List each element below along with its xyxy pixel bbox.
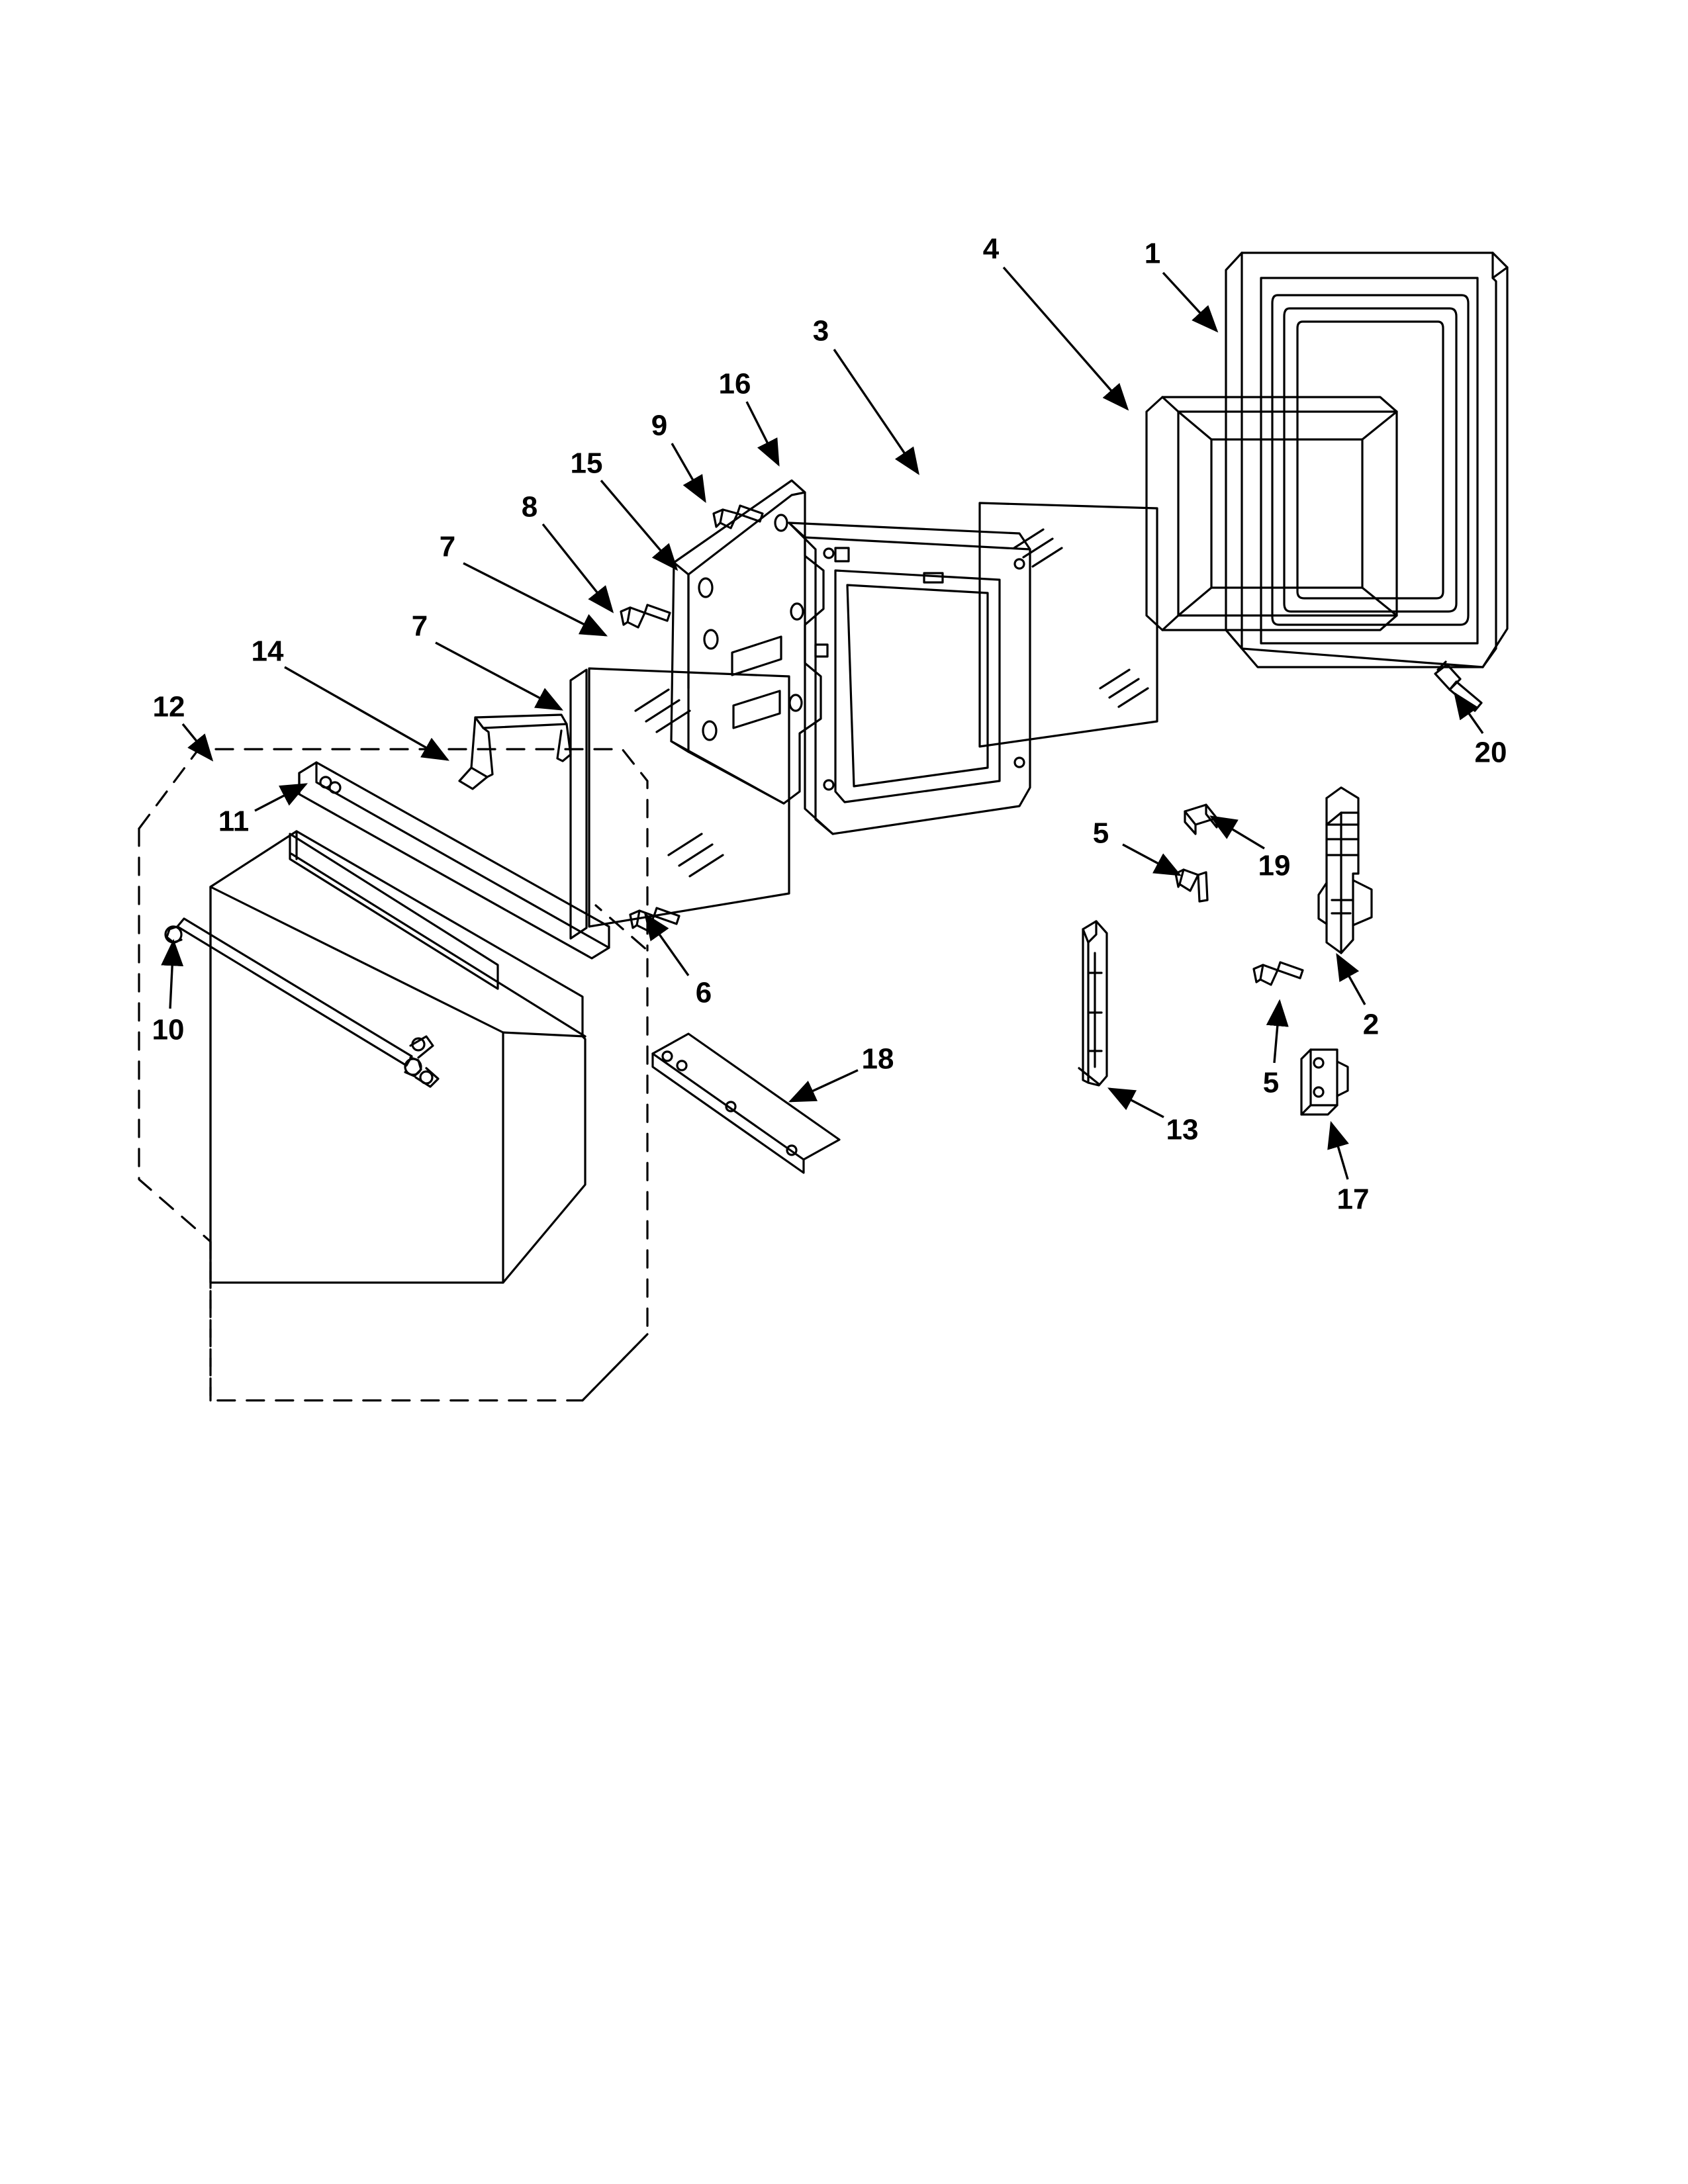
leader-line-5 (1123, 844, 1180, 875)
part-1-outer-door-frame (1226, 253, 1507, 667)
part-13-latch-rod (1079, 921, 1107, 1085)
leader-line-5 (1274, 1001, 1280, 1063)
callout-number-14: 14 (251, 635, 284, 668)
leader-line-15 (601, 480, 677, 569)
callout-number-19: 19 (1258, 849, 1291, 882)
part-5-screw-lower (1254, 962, 1303, 985)
part-14-handle-bracket (459, 715, 571, 789)
callout-number-12: 12 (152, 690, 185, 723)
part-10-door-window (290, 834, 498, 989)
part-19-clip (1185, 805, 1217, 834)
leader-line-2 (1337, 955, 1365, 1005)
leader-line-6 (645, 915, 688, 976)
leader-line-7 (463, 563, 606, 635)
part-17-strike-bracket (1301, 1050, 1348, 1115)
callout-number-2: 2 (1362, 1008, 1380, 1041)
leader-line-1 (1163, 273, 1217, 331)
leader-line-19 (1211, 817, 1264, 848)
leader-line-17 (1331, 1123, 1348, 1179)
leader-line-12 (183, 724, 212, 760)
callout-number-15: 15 (570, 447, 603, 480)
leader-line-8 (543, 524, 612, 612)
leader-line-14 (285, 667, 447, 760)
callout-number-6: 6 (695, 976, 712, 1009)
callout-number-7: 7 (439, 530, 456, 563)
leader-line-13 (1109, 1089, 1164, 1117)
callout-number-7: 7 (411, 610, 428, 643)
callout-number-1: 1 (1144, 237, 1161, 270)
callout-number-11: 11 (218, 805, 250, 838)
callout-number-5: 5 (1262, 1066, 1280, 1099)
callout-number-17: 17 (1336, 1183, 1370, 1216)
leader-line-10 (170, 941, 173, 1009)
part-10-door-outer-panel (211, 831, 585, 1283)
part-18-bottom-trim (653, 1034, 839, 1173)
leader-line-7 (436, 643, 561, 709)
callout-numbers (152, 233, 1507, 1216)
leader-line-9 (672, 443, 705, 501)
leader-line-3 (834, 349, 918, 473)
callout-number-8: 8 (521, 490, 538, 523)
callout-number-5: 5 (1092, 817, 1109, 850)
part-5-screw-upper (1176, 870, 1207, 901)
callout-number-3: 3 (812, 314, 829, 347)
part-7-inner-glass-lower (571, 670, 586, 938)
leader-line-18 (790, 1070, 858, 1101)
part-3-outer-glass (980, 503, 1157, 747)
leader-line-16 (747, 402, 778, 465)
callout-number-9: 9 (651, 409, 668, 442)
callout-number-20: 20 (1474, 736, 1507, 769)
part-16-inner-door-liner (789, 523, 1030, 834)
callout-number-18: 18 (861, 1042, 894, 1075)
callout-number-4: 4 (982, 232, 1000, 265)
part-8-screw (621, 605, 670, 627)
door-handle-bar (165, 919, 438, 1087)
leader-line-4 (1004, 267, 1127, 409)
part-20-screw (1435, 662, 1481, 711)
leader-line-11 (255, 784, 306, 811)
part-2-hinge (1319, 788, 1372, 953)
callout-number-13: 13 (1166, 1113, 1199, 1146)
callout-number-16: 16 (718, 367, 751, 400)
callout-number-10: 10 (152, 1013, 185, 1046)
